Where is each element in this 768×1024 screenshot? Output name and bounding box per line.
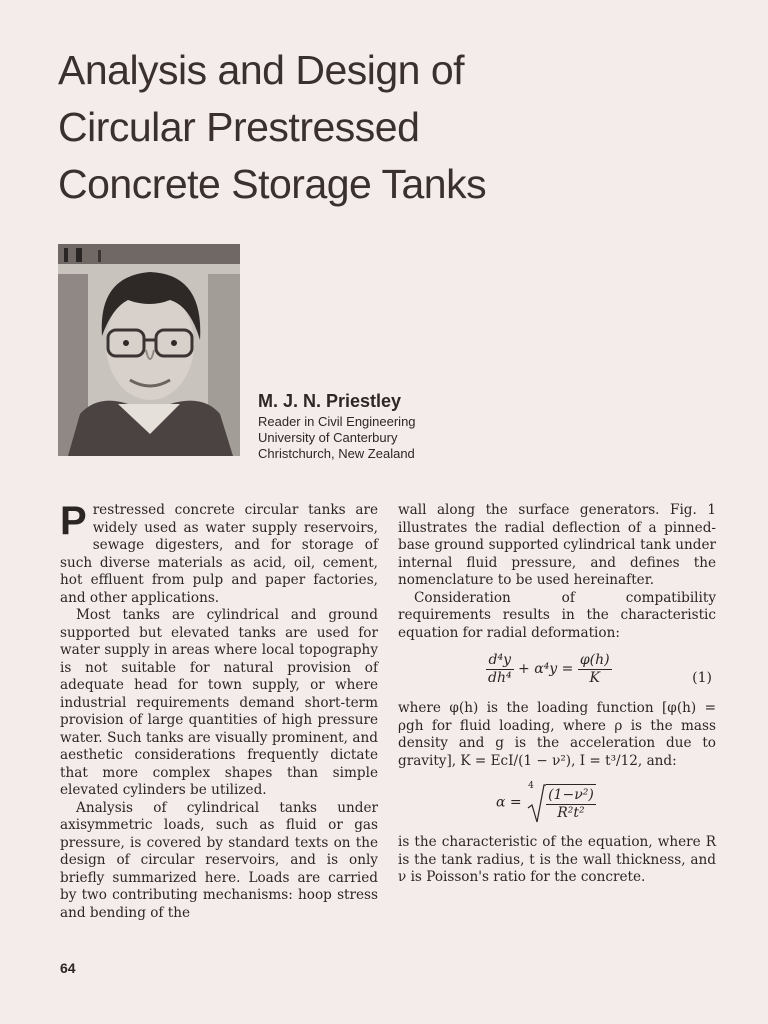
paragraph-text: restressed concrete circular tanks are widely used as water supply reservoirs, sewage digesters, and for storage of such diverse materials as acid, oil, cement, hot effluent from pulp and paper factories, and other applications. xyxy=(60,502,378,606)
equation-1-rhs-denominator: K xyxy=(589,670,600,686)
title-line-1: Analysis and Design of xyxy=(58,47,465,93)
body-paragraph: is the characteristic of the equation, where R is the tank radius, t is the wall thickness, and ν is Poisson's ratio for the concrete. xyxy=(398,834,716,885)
equation-2-root-index: 4 xyxy=(528,781,534,791)
equation-1-lhs xyxy=(486,652,514,687)
equation-1-middle: + α⁴y = xyxy=(518,660,574,677)
author-institution: University of Canterbury xyxy=(258,430,398,445)
equation-2 xyxy=(398,776,716,826)
body-paragraph xyxy=(60,499,378,607)
equation-1-rhs xyxy=(578,652,612,687)
author-block xyxy=(258,390,416,462)
equation-1-number: (1) xyxy=(692,670,712,686)
right-column xyxy=(398,502,716,887)
equation-1-rhs-numerator: φ(h) xyxy=(579,652,610,668)
author-portrait-image xyxy=(58,244,240,456)
article-title xyxy=(58,42,698,213)
equation-2-denominator: R²t² xyxy=(557,805,585,821)
body-paragraph: wall along the surface generators. Fig. 1 illustrates the radial deflection of a pinned-base ground supported cylindrical tank under internal fluid pressure, and defines the nomenclature to be used hereinafter. xyxy=(398,502,716,588)
body-paragraph: where φ(h) is the loading function [φ(h) = ρgh for fluid loading, where ρ is the mass density and g is the acceleration due to gravity], K = EcI/(1 − ν²), I = t³/12, and: xyxy=(398,700,716,769)
equation-2-radical xyxy=(526,781,596,822)
author-portrait xyxy=(58,244,240,456)
equation-1-lhs-denominator: dh⁴ xyxy=(488,670,512,686)
title-line-2: Circular Prestressed xyxy=(58,104,420,150)
radical-sign xyxy=(526,784,546,824)
author-name: M. J. N. Priestley xyxy=(258,391,402,411)
body-paragraph: Consideration of compatibility requirements results in the characteristic equation for radial deformation: xyxy=(398,589,716,641)
author-location: Christchurch, New Zealand xyxy=(258,446,415,461)
equation-1 xyxy=(398,650,716,694)
body-paragraph: Analysis of cylindrical tanks under axisymmetric loads, such as fluid or gas pressure, is covered by standard texts on the design of circular reservoirs, and is only briefly summarized here. Loads are carried by two contributing mechanisms: hoop stress and bending of the xyxy=(60,799,378,921)
drop-cap: P xyxy=(60,499,87,543)
body-paragraph: Most tanks are cylindrical and ground supported but elevated tanks are used for water supply in areas where local topography is not suitable for natural provision of adequate head for town supply, or where industrial requirements demand short-term provision of large quantities of high pressure water. Such tanks are visually prominent, and aesthetic considerations frequently dictate that more complex shapes than simple elevated cylinders be utilized. xyxy=(60,607,378,798)
equation-1-lhs-numerator: d⁴y xyxy=(486,652,514,670)
equation-2-fraction xyxy=(546,787,596,822)
page-number: 64 xyxy=(60,960,76,976)
title-line-3: Concrete Storage Tanks xyxy=(58,161,487,207)
left-column xyxy=(60,499,378,922)
equation-2-numerator: (1−ν²) xyxy=(548,787,594,803)
equation-2-lhs: α = xyxy=(496,794,522,811)
author-position: Reader in Civil Engineering xyxy=(258,414,416,429)
